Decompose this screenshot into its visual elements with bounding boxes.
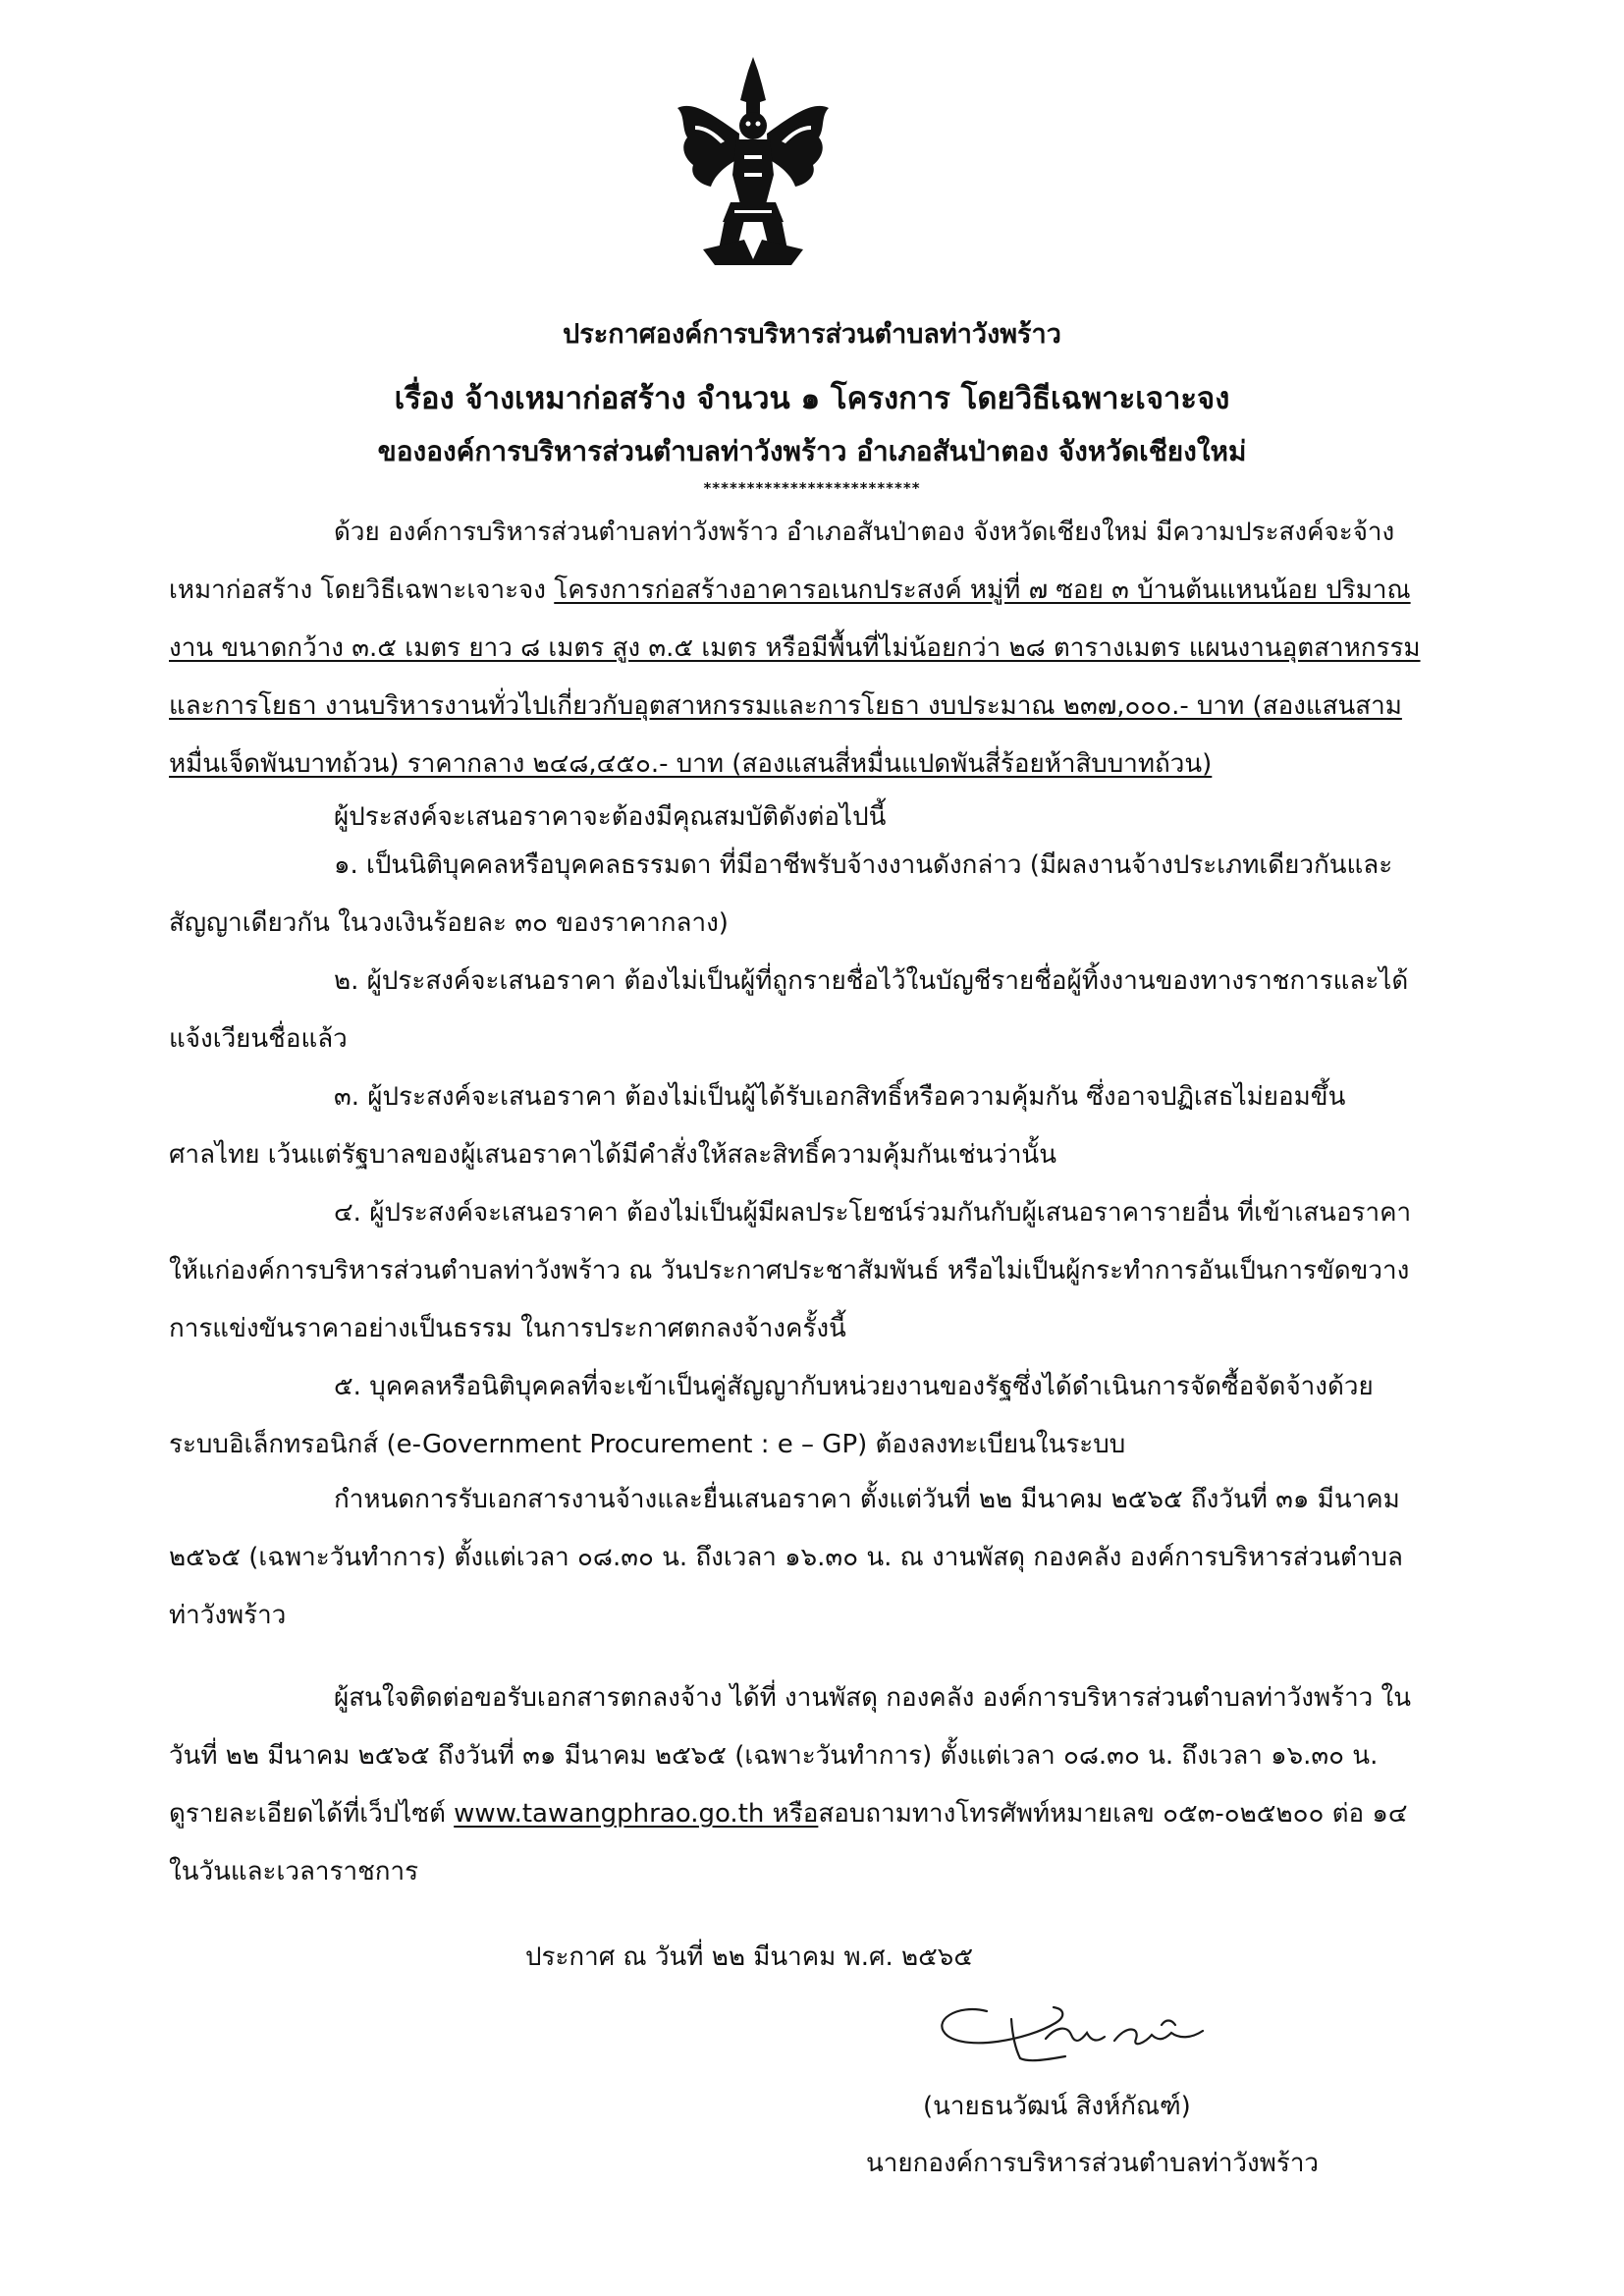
signature-icon <box>918 1982 1262 2080</box>
contact-phone: สอบถามทางโทรศัพท์หมายเลข ๐๕๓-๐๒๕๒๐๐ ต่อ ๑๔ <box>818 1799 1408 1829</box>
announcement-subject: เรื่อง จ้างเหมาก่อสร้าง จำนวน ๑ โครงการ โดยวิธีเฉพาะเจาะจง <box>394 381 1230 416</box>
contact-line-1: ผู้สนใจติดต่อขอรับเอกสารตกลงจ้าง ได้ที่ งานพัสดุ กองคลัง องค์การบริหารส่วนตำบลท่าวังพร้าว ใน <box>334 1683 1412 1713</box>
intro-method: เหมาก่อสร้าง โดยวิธีเฉพาะเจาะจง <box>169 575 555 605</box>
qualification-5-line-1: ๕. บุคคลหรือนิติบุคคลที่จะเข้าเป็นคู่สัญญากับหน่วยงานของรัฐซึ่งได้ดำเนินการจัดซื้อจัดจ้างด้วย <box>334 1372 1374 1401</box>
qualification-5-line-2: ระบบอิเล็กทรอนิกส์ (e-Government Procurement : e – GP) ต้องลงทะเบียนในระบบ <box>169 1430 1126 1459</box>
qualification-2-line-1: ๒. ผู้ประสงค์จะเสนอราคา ต้องไม่เป็นผู้ที่ถูกรายชื่อไว้ในบัญชีรายชื่อผู้ทิ้งงานของทางราชการและได้ <box>334 966 1409 996</box>
schedule-line-3: ท่าวังพร้าว <box>169 1601 287 1630</box>
intro-line-3: งาน ขนาดกว้าง ๓.๕ เมตร ยาว ๘ เมตร สูง ๓.๕ เมตร หรือมีพื้นที่ไม่น้อยกว่า ๒๘ ตารางเมตร แผนงานอุตสาหกรรม <box>169 633 1421 663</box>
website-link[interactable]: www.tawangphrao.go.th หรือ <box>454 1799 819 1829</box>
qualification-4-line-2: ให้แก่องค์การบริหารส่วนตำบลท่าวังพร้าว ณ วันประกาศประชาสัมพันธ์ หรือไม่เป็นผู้กระทำการอันเป็นการขัดขวาง <box>169 1256 1410 1285</box>
schedule-line-2: ๒๕๖๕ (เฉพาะวันทำการ) ตั้งแต่เวลา ๐๘.๓๐ น. ถึงเวลา ๑๖.๓๐ น. ณ งานพัสดุ กองคลัง องค์การบริหารส่วนตำบล <box>169 1543 1403 1572</box>
announcement-issuer: ประกาศองค์การบริหารส่วนตำบลท่าวังพร้าว <box>563 319 1061 350</box>
contact-line-4: ในวันและเวลาราชการ <box>169 1857 419 1886</box>
qualification-1-line-1: ๑. เป็นนิติบุคคลหรือบุคคลธรรมดา ที่มีอาชีพรับจ้างงานดังกล่าว (มีผลงานจ้างประเภทเดียวกันและ <box>334 850 1393 880</box>
project-name: โครงการก่อสร้างอาคารอเนกประสงค์ หมู่ที่ ๗ ซอย ๓ บ้านต้นแหนน้อย ปริมาณ <box>554 575 1411 605</box>
qualification-4-line-3: การแข่งขันราคาอย่างเป็นธรรม ในการประกาศตกลงจ้างครั้งนี้ <box>169 1314 846 1343</box>
contact-website-prefix: ดูรายละเอียดได้ที่เว็ปไซต์ <box>169 1799 455 1829</box>
announcement-date: ประกาศ ณ วันที่ ๒๒ มีนาคม พ.ศ. ๒๕๖๕ <box>525 1942 973 1972</box>
header-divider: ************************* <box>703 479 921 497</box>
qualification-2-line-2: แจ้งเวียนชื่อแล้ว <box>169 1024 348 1054</box>
signatory-position: นายกองค์การบริหารส่วนตำบลท่าวังพร้าว <box>866 2149 1320 2178</box>
contact-line-2: วันที่ ๒๒ มีนาคม ๒๕๖๕ ถึงวันที่ ๓๑ มีนาคม ๒๕๖๕ (เฉพาะวันทำการ) ตั้งแต่เวลา ๐๘.๓๐ น. ถึงเวลา ๑๖.๓๐ น. <box>169 1741 1379 1771</box>
schedule-line-1: กำหนดการรับเอกสารงานจ้างและยื่นเสนอราคา ตั้งแต่วันที่ ๒๒ มีนาคม ๒๕๖๕ ถึงวันที่ ๓๑ มีนาคม <box>334 1485 1400 1514</box>
intro-line-4: และการโยธา งานบริหารงานทั่วไปเกี่ยวกับอุตสาหกรรมและการโยธา งบประมาณ ๒๓๗,๐๐๐.- บาท (สองแสนสาม <box>169 691 1402 721</box>
announcement-organization: ขององค์การบริหารส่วนตำบลท่าวังพร้าว อำเภอสันป่าตอง จังหวัดเชียงใหม่ <box>377 435 1247 467</box>
intro-line-5: หมื่นเจ็ดพันบาทถ้วน) ราคากลาง ๒๔๘,๔๕๐.- บาท (สองแสนสี่หมื่นแปดพันสี่ร้อยห้าสิบบาทถ้วน) <box>169 749 1213 779</box>
qualification-3-line-2: ศาลไทย เว้นแต่รัฐบาลของผู้เสนอราคาได้มีคำสั่งให้สละสิทธิ์ความคุ้มกันเช่นว่านั้น <box>169 1140 1056 1170</box>
qualification-3-line-1: ๓. ผู้ประสงค์จะเสนอราคา ต้องไม่เป็นผู้ได้รับเอกสิทธิ์หรือความคุ้มกัน ซึ่งอาจปฏิเสธไม่ยอมขึ้น <box>334 1082 1346 1112</box>
garuda-emblem-icon <box>676 57 831 273</box>
intro-line-1: ด้วย องค์การบริหารส่วนตำบลท่าวังพร้าว อำเภอสันป่าตอง จังหวัดเชียงใหม่ มีความประสงค์จะจ้าง <box>334 518 1395 547</box>
intro-line-2 <box>169 574 1411 607</box>
contact-line-3 <box>169 1797 1408 1831</box>
signatory-name: (นายธนวัฒน์ สิงห์กัณฑ์) <box>923 2092 1191 2121</box>
qualification-4-line-1: ๔. ผู้ประสงค์จะเสนอราคา ต้องไม่เป็นผู้มีผลประโยชน์ร่วมกันกับผู้เสนอราคารายอื่น ที่เข้าเสนอราคา <box>334 1198 1412 1228</box>
qualifications-heading: ผู้ประสงค์จะเสนอราคาจะต้องมีคุณสมบัติดังต่อไปนี้ <box>334 802 887 832</box>
qualification-1-line-2: สัญญาเดียวกัน ในวงเงินร้อยละ ๓๐ ของราคากลาง) <box>169 908 729 938</box>
